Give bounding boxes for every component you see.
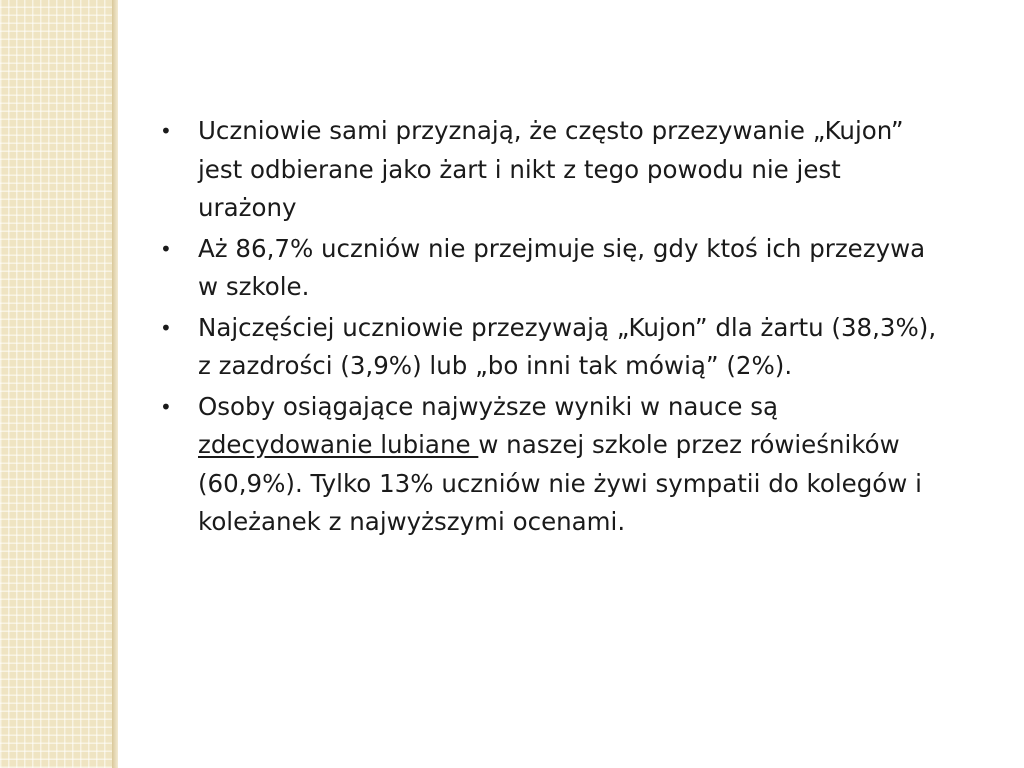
- underlined-phrase: zdecydowanie lubiane: [198, 430, 479, 459]
- bullet-text-2: Aż 86,7% uczniów nie przejmuje się, gdy ktoś ich przezywa w szkole.: [198, 233, 926, 301]
- bullet-text-4-end: w naszej szkole przez rówieśników (60,9%). Tylko 13% uczniów nie żywi sympatii do kolegów i koleżanek z najwyższymi ocenami.: [198, 430, 922, 536]
- side-panel-edge: [112, 0, 118, 768]
- bullet-point-icon: •: [160, 394, 172, 419]
- bullet-text-4-start: Osoby osiągające najwyższe wyniki w nauce są: [198, 391, 779, 421]
- decorative-side-panel: [0, 0, 112, 768]
- bullet-point-icon: •: [160, 236, 172, 261]
- bullet-item-2: [160, 230, 940, 307]
- bullet-text-1: Uczniowie sami przyznają, że często przezywanie „Kujon” jest odbierane jako żart i nikt z tego powodu nie jest urażony: [198, 116, 904, 222]
- bullet-item-3: [160, 309, 940, 386]
- bullet-point-icon: •: [160, 315, 172, 340]
- bullet-list: [160, 112, 940, 542]
- bullet-item-4: [160, 388, 940, 542]
- bullet-text-3: Najczęściej uczniowie przezywają „Kujon” dla żartu (38,3%), z zazdrości (3,9%) lub „bo inni tak mówią” (2%).: [198, 312, 937, 380]
- bullet-item-1: [160, 112, 940, 228]
- slide-content: [160, 112, 940, 544]
- bullet-point-icon: •: [160, 119, 172, 143]
